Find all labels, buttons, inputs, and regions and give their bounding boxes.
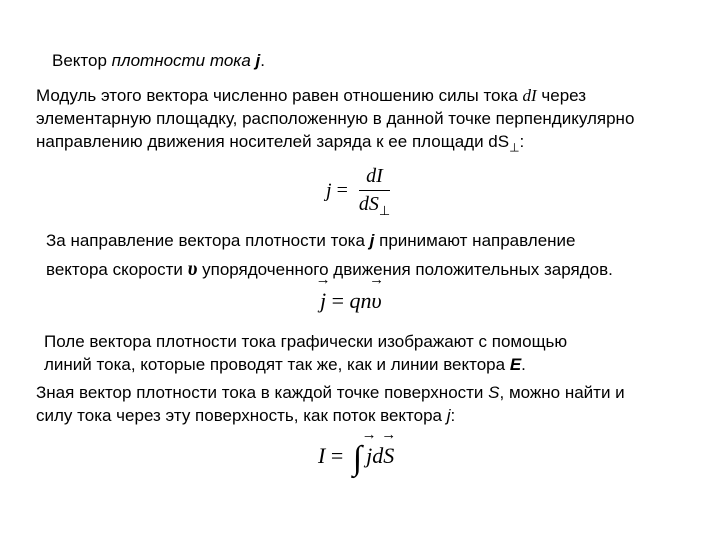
paragraph-current-through-surface xyxy=(36,381,625,427)
fraction: $\frac{dI}{dS_\perp}$ xyxy=(358,165,391,218)
formula-j-equals-dI-over-dS: j = $\frac{dI}{dS_\perp}$ xyxy=(326,165,391,218)
para3-line2: линий тока, которые проводят так же, как и линии вектора E. xyxy=(44,355,526,374)
paragraph-current-lines xyxy=(44,330,567,376)
paragraph-current-density-magnitude xyxy=(36,84,634,159)
para2-line1: За направление вектора плотности тока j принимают направление xyxy=(46,231,576,250)
para1-line3: направлению движения носителей заряда к ее площади $dS_\perp$: xyxy=(36,132,525,155)
formula-current-integral: I = ∫→ jd→ S xyxy=(318,440,394,478)
para2-line2: вектора скорости υ упорядоченного движения положительных зарядов. xyxy=(46,258,613,280)
para1-line1: Модуль этого вектора численно равен отношению силы тока dI через xyxy=(36,86,587,105)
para4-line1: Зная вектор плотности тока в каждой точке поверхности S, можно найти и xyxy=(36,383,625,402)
para1-line2: элементарную площадку, расположенную в данной точке перпендикулярно xyxy=(36,109,635,128)
para3-line1: Поле вектора плотности тока графически изображают с помощью xyxy=(44,332,568,351)
integral-sign: ∫ xyxy=(352,440,363,477)
slide-title: Вектор плотности тока j. xyxy=(52,51,265,70)
para4-line2: силу тока через эту поверхность, как поток вектора j: xyxy=(36,406,456,425)
formula-j-equals-qnv: → j = qn→ υ xyxy=(320,288,382,314)
